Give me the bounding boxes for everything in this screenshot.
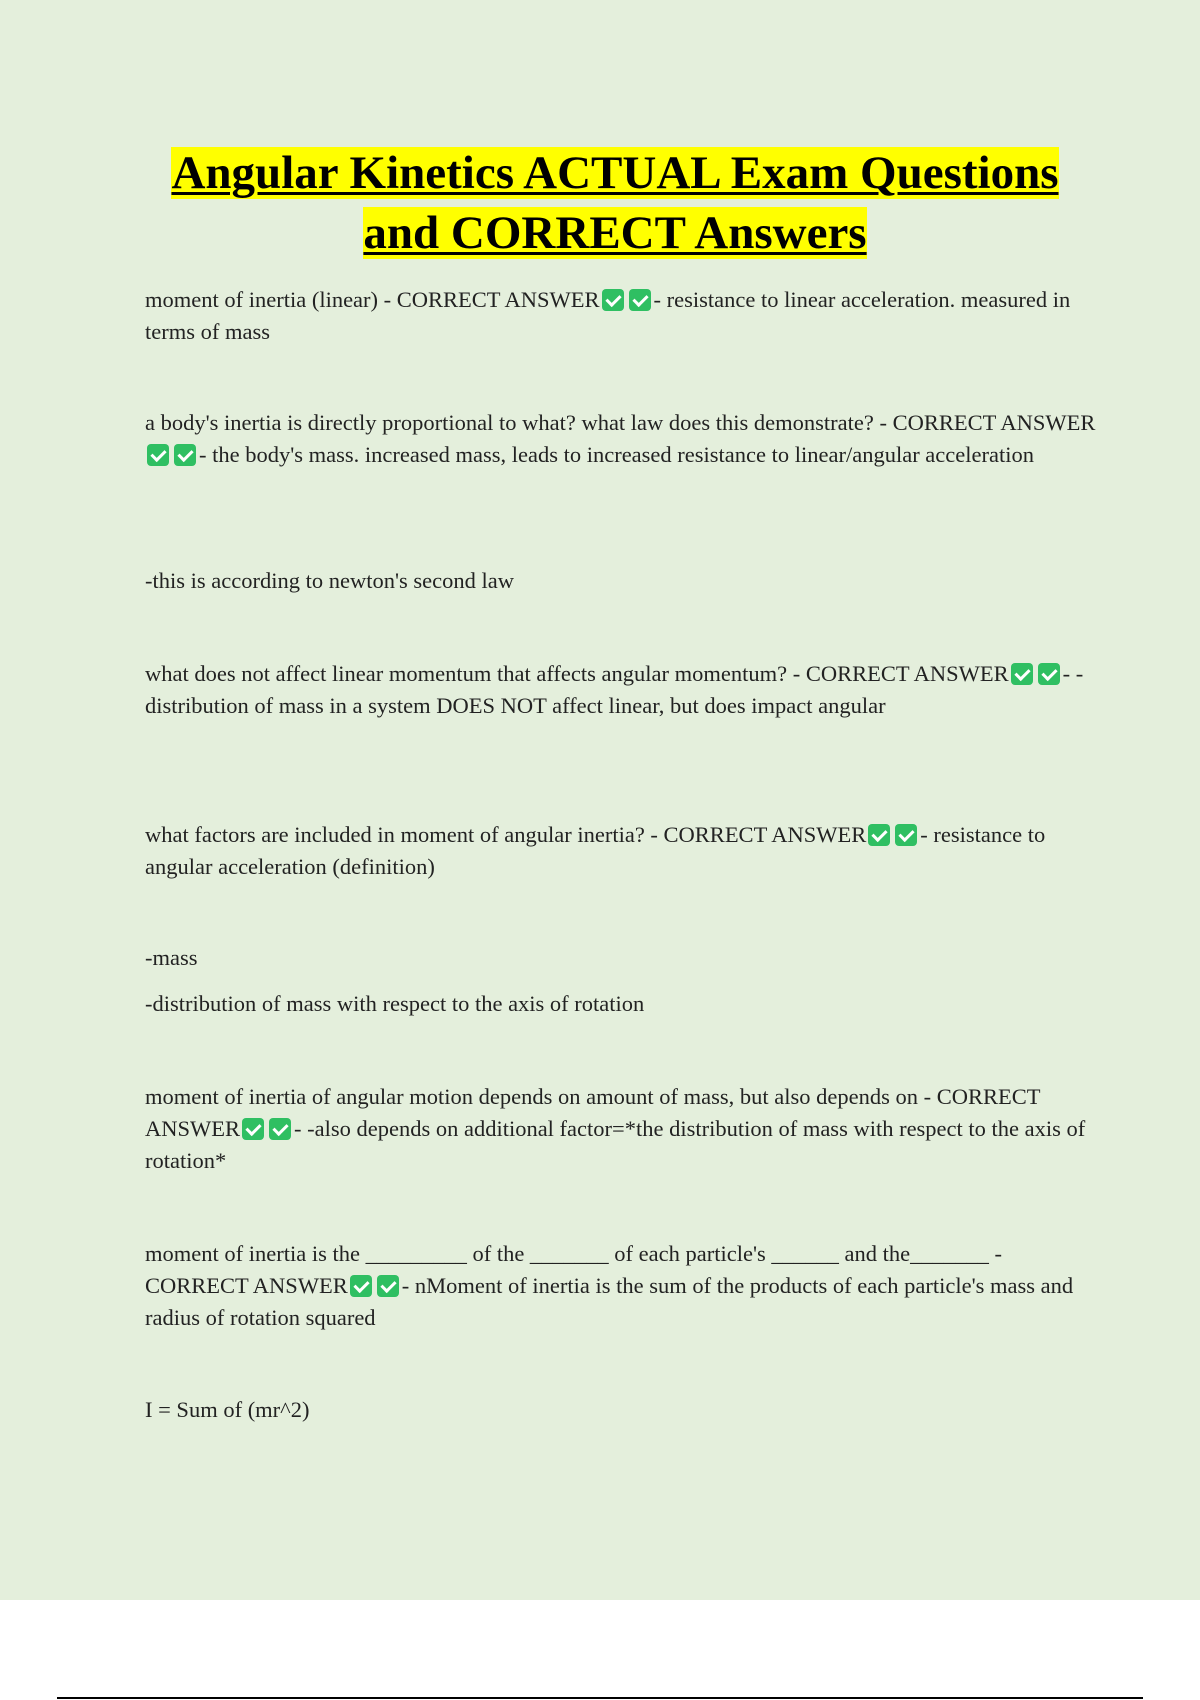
qa-item-3 [145,658,1105,722]
answer-text: - -also depends on additional factor=*the distribution of mass with respect to the axis of rotation* [145,1116,1086,1173]
qa-item-4 [145,819,1105,883]
qa-item-6 [145,1238,1105,1334]
qa-item-5 [145,1081,1105,1177]
qa-item-1 [145,284,1105,348]
check-box-icon [174,444,196,466]
check-box-icon [895,824,917,846]
check-box-icon [1038,663,1060,685]
title-line-1: Angular Kinetics ACTUAL Exam Questions [171,147,1059,199]
question-text: moment of inertia of angular motion depends on amount of mass, but also depends on - [145,1084,937,1109]
question-text: what factors are included in moment of angular inertia? - [145,822,664,847]
question-text: a body's inertia is directly proportional to what? what law does this demonstrate? - [145,410,893,435]
note-newton: -this is according to newton's second law [145,568,514,593]
check-box-icon [629,289,651,311]
check-box-icon [147,444,169,466]
formula-note: I = Sum of (mr^2) [145,1397,310,1422]
answer-text: - resistance to linear acceleration. measured in terms of mass [145,287,1071,344]
answer-text: - resistance to angular acceleration (definition) [145,822,1046,879]
answer-text: - the body's mass. increased mass, leads to increased resistance to linear/angular acceleration [199,442,1034,467]
check-box-icon [350,1275,372,1297]
document-title [60,143,1170,263]
question-text: what does not affect linear momentum that affects angular momentum? - [145,661,806,686]
check-box-icon [242,1118,264,1140]
note-mass: -mass [145,945,198,970]
question-text: moment of inertia (linear) - [145,287,397,312]
correct-answer-label: CORRECT ANSWER [145,1273,348,1298]
qa-item-2 [145,407,1105,471]
question-text: moment of inertia is the _________ of the _______ of each particle's ______ and the_______ - [145,1241,1002,1266]
check-box-icon [602,289,624,311]
footer-divider [57,1697,1143,1699]
note-distribution: -distribution of mass with respect to the axis of rotation [145,991,645,1016]
answer-text: - nMoment of inertia is the sum of the products of each particle's mass and radius of rotation squared [145,1273,1074,1330]
check-box-icon [1011,663,1033,685]
correct-answer-label: CORRECT ANSWER [145,1084,1041,1141]
correct-answer-label: CORRECT ANSWER [805,661,1009,686]
title-line-2: and CORRECT Answers [363,207,867,259]
check-box-icon [269,1118,291,1140]
correct-answer-label: CORRECT ANSWER [396,287,600,312]
check-box-icon [377,1275,399,1297]
correct-answer-label: CORRECT ANSWER [663,822,867,847]
check-box-icon [868,824,890,846]
answer-text: - -distribution of mass in a system DOES NOT affect linear, but does impact angular [145,661,1084,718]
correct-answer-label: CORRECT ANSWER [892,410,1096,435]
